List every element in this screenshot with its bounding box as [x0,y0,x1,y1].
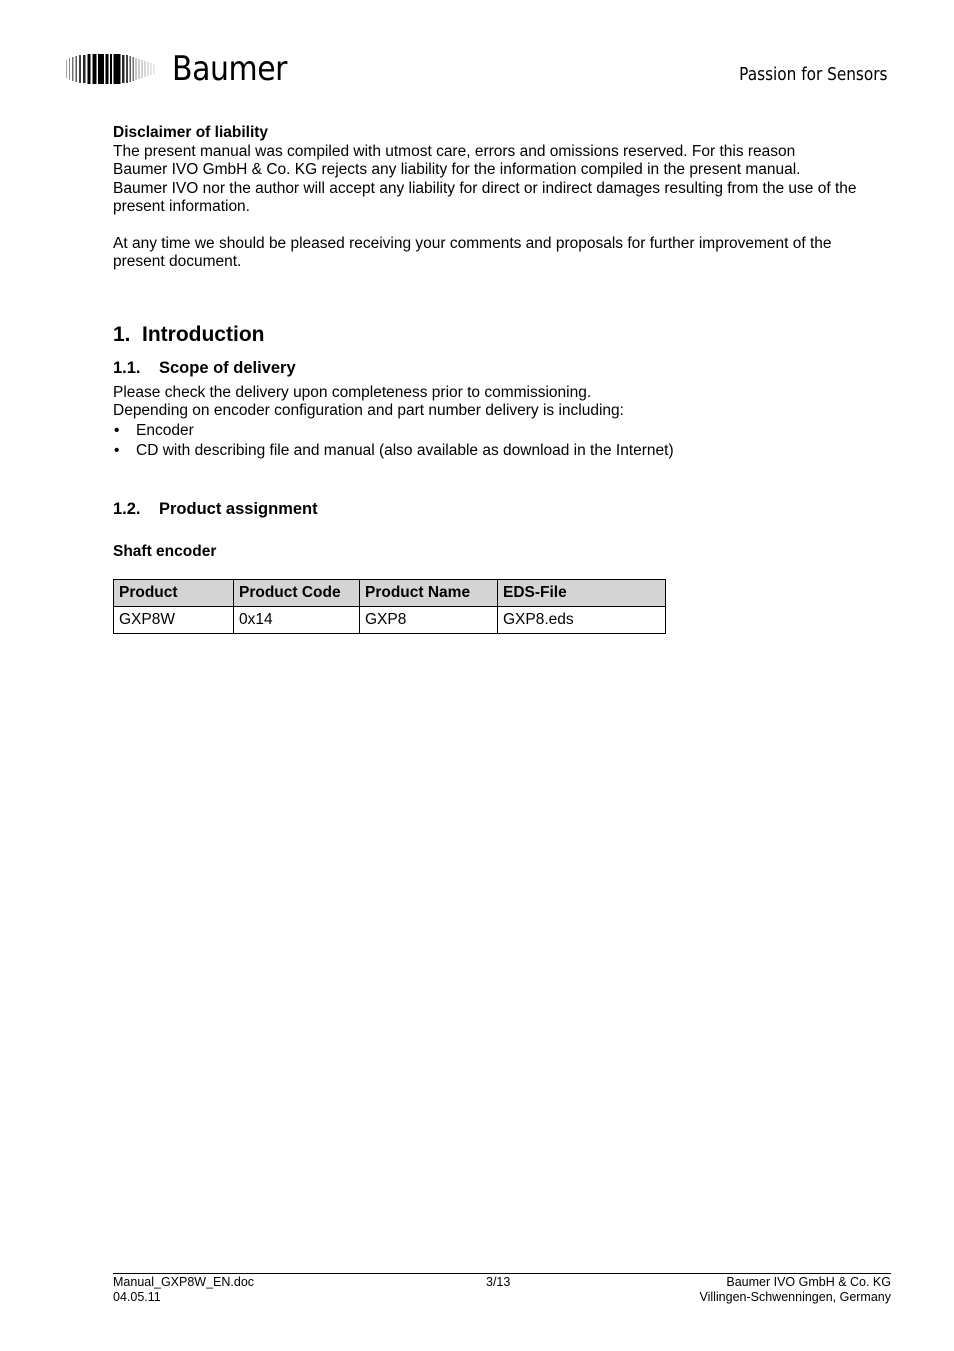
subsection-title: Scope of delivery [159,358,296,377]
page-content [113,124,893,634]
subsection-title: Product assignment [159,499,318,518]
list-item: • CD with describing file and manual (also available as download in the Internet) [114,441,674,459]
bullet-icon: • [114,421,120,439]
column-header: Product [114,580,234,607]
footer-filename: Manual_GXP8W_EN.doc [113,1275,255,1289]
table-row [114,607,666,634]
baumer-logo [66,49,303,89]
disclaimer-title: Disclaimer of liability [113,124,269,141]
disclaimer-line: The present manual was compiled with utmost care, errors and omissions reserved. For this reason [113,142,796,160]
table-cell: GXP8.eds [498,607,666,634]
subsection-number: 1.1. [113,358,141,377]
feedback-line: present document. [113,253,242,270]
footer-date: 04.05.11 [113,1290,161,1304]
footer-left [113,1275,254,1305]
table-cell: GXP8W [114,607,234,634]
subsection-heading-product-assignment [113,499,893,519]
table-cell: GXP8 [360,607,498,634]
list-item: • Encoder [114,421,194,439]
footer-right [699,1275,891,1305]
section-title: Introduction [142,322,265,346]
delivery-list [113,421,893,461]
footer-location: Villingen-Schwenningen, Germany [699,1290,891,1304]
bullet-icon: • [114,441,120,459]
shaft-encoder-heading: Shaft encoder [113,542,217,560]
disclaimer-line: present information. [113,198,250,215]
page-footer [113,1273,891,1304]
table-cell: 0x14 [234,607,360,634]
column-header: Product Code [234,580,360,607]
baumer-logo-mark-icon [66,54,158,84]
section-number: 1. [113,322,131,346]
scope-line: Please check the delivery upon completeness prior to commissioning. [113,383,592,401]
product-table [113,579,666,634]
subsection-heading-scope [113,358,893,378]
subsection-number: 1.2. [113,499,141,518]
page-header [0,0,954,110]
disclaimer-line: Baumer IVO GmbH & Co. KG rejects any liability for the information compiled in the present manual. [113,161,801,178]
footer-company: Baumer IVO GmbH & Co. KG [726,1275,891,1289]
brand-name: Baumer [172,49,288,89]
footer-page-number: 3/13 [486,1275,511,1289]
tagline: Passion for Sensors [739,64,888,85]
table-header-row [114,580,666,607]
section-heading-introduction [113,322,893,348]
column-header: EDS-File [498,580,666,607]
disclaimer-line: Baumer IVO nor the author will accept any liability for direct or indirect damages resulting from the use of the [113,179,857,197]
column-header: Product Name [360,580,498,607]
feedback-line: At any time we should be pleased receiving your comments and proposals for further improvement of the [113,234,832,252]
scope-line: Depending on encoder configuration and part number delivery is including: [113,402,624,419]
